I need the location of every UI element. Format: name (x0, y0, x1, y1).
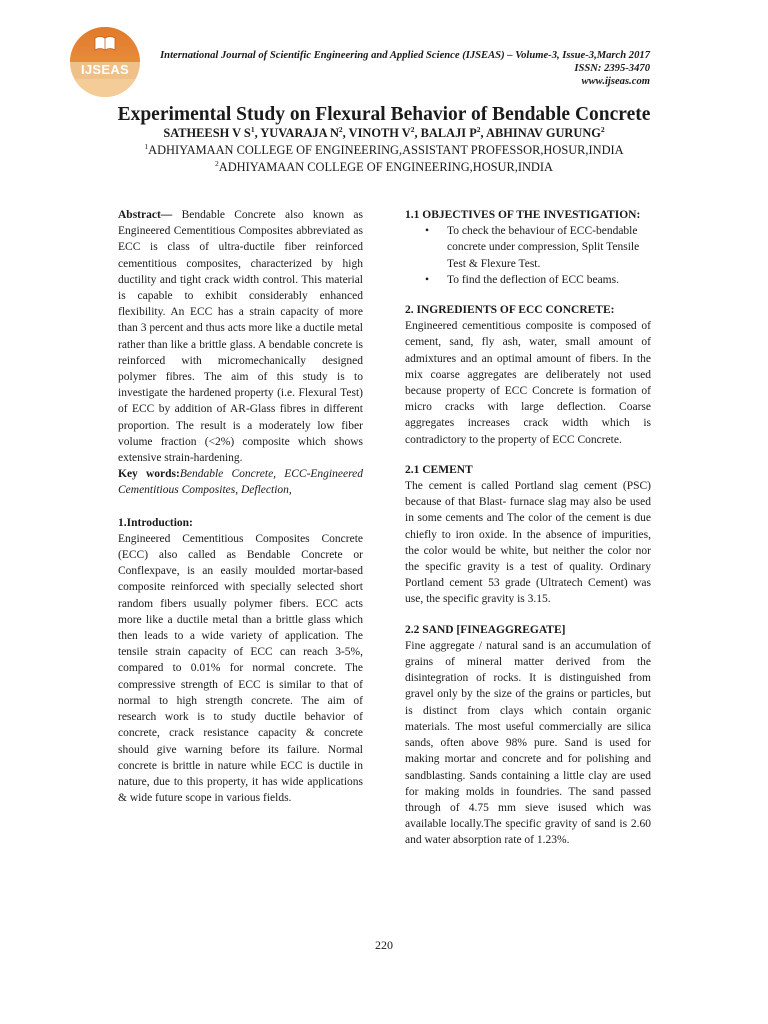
paper-title: Experimental Study on Flexural Behavior of Bendable Concrete (117, 104, 651, 125)
cement-text: The cement is called Portland slag cement (PSC) because of that Blast- furnace slag may also be used in some cements and The color of the cement is due chiefly to iron oxide. In the absence of impurities, the color would be white, but neither the color nor the specific gravity is a test of quality. Ordinary Portland cement 53 grade (Ultratech Cement) was use, the specific gravity is 3.15. (405, 480, 651, 606)
author-list (0, 126, 768, 141)
book-icon (94, 35, 116, 51)
author-name: , ABHINAV GURUNG (480, 126, 601, 140)
intro-heading: 1.Introduction: (118, 516, 193, 529)
page-number: 220 (375, 938, 393, 952)
abstract-text: Bendable Concrete also known as Engineered Cementitious Composites abbreviated as ECC is class of ultra-ductile fiber reinforced cementitious composites, characterized by high ductility and tight crack width control. This material is capable to exhibit considerably enhanced flexibility. An ECC has a strain capacity of more than 3 percent and thus acts more like a ductile metal rather than like a brittle glass. A bendable concrete is reinforced with micromechanically designed polymer fibres. The aim of this study is to investigate the hardened property (i.e. Flexural Test) of ECC by addition of AR-Glass fibres in different proportion. The result is a moderately low fiber volume fraction (<2%) composite which shows extensive strain-hardening. (118, 209, 363, 465)
list-item: • To find the deflection of ECC beams. (447, 272, 651, 288)
left-column (118, 207, 363, 806)
abstract (118, 207, 363, 466)
author-name: , VINOTH V (342, 126, 411, 140)
logo-bottom-band (70, 79, 140, 97)
website-link[interactable]: www.ijseas.com (581, 76, 650, 87)
author-name: SATHEESH V S (163, 126, 251, 140)
author-affil-mark: 1 (250, 124, 255, 134)
cement-heading: 2.1 CEMENT (405, 463, 473, 476)
list-item: • To check the behaviour of ECC-bendable concrete under compression, Split Tensile Test & Flexure Test. (447, 223, 651, 272)
author-affil-mark: 2 (600, 124, 605, 134)
keywords-label: Key words: (118, 468, 180, 481)
keywords (118, 466, 363, 498)
abstract-label: Abstract— (118, 209, 173, 221)
right-column (405, 207, 651, 849)
journal-logo (70, 27, 140, 97)
affiliation-1 (0, 143, 768, 158)
logo-text: IJSEAS (80, 62, 130, 77)
objectives-heading: 1.1 OBJECTIVES OF THE INVESTIGATION: (405, 209, 641, 221)
intro-text: Engineered Cementitious Composites Concrete (ECC) also called as Bendable Concrete or Conflexpave, is an easily moulded mortar-based composite reinforced with specially selected short random fibers usually polymer fibers. ECC acts more like a ductile metal than a brittle glass which then leads to a wide variety of application. The tensile strain capacity of ECC can reach 3-5%, compared to 0.01% for normal concrete. The compressive strength of ECC is similar to that of normal to high strength concrete. The aim of research work is to study ductile behavior of concrete, crack resistance capacity & concrete should give warning before its failure. Normal concrete is brittle in nature while ECC is ductile in nature, due to this property, it has wide applications & wide future scope in various fields. (118, 532, 363, 805)
affiliation-2 (0, 160, 768, 175)
author-affil-mark: 2 (338, 124, 343, 134)
ingredients-heading: 2. INGREDIENTS OF ECC CONCRETE: (405, 304, 615, 317)
affiliation-text: ADHIYAMAAN COLLEGE OF ENGINEERING,ASSISTANT PROFESSOR,HOSUR,INDIA (148, 143, 624, 157)
author-name: , BALAJI P (414, 126, 477, 140)
affil-mark: 1 (144, 141, 149, 151)
author-name: , YUVARAJA N (254, 126, 339, 140)
affiliation-text: ADHIYAMAAN COLLEGE OF ENGINEERING,HOSUR,INDIA (218, 160, 553, 174)
sand-text: Fine aggregate / natural sand is an accumulation of grains of mineral matter derived from the disintegration of rocks. It is distinguished from gravel only by the size of the grains or particles, but is distinct from clays which contain organic materials. The most useful commercially are silica sands, often above 98% pure. Sand is used for making mortar and concrete and for polishing and sandblasting. Sands containing a little clay are used for making molds in foundries. The sand passed through of 4.75 mm sieve isused which was available locally.The specific gravity of sand is 2.60 and water absorption rate of 1.23%. (405, 639, 651, 847)
sand-heading: 2.2 SAND [FINEAGGREGATE] (405, 623, 566, 636)
affil-mark: 2 (215, 158, 219, 168)
journal-info (160, 49, 650, 88)
author-affil-mark: 2 (476, 124, 481, 134)
author-affil-mark: 2 (410, 124, 415, 134)
ingredients-text: Engineered cementitious composite is composed of cement, sand, fly ash, water, small amount of admixtures and an optimal amount of fibers. In the mix coarse aggregates are deliberately not used because property of ECC Concrete is formation of micro cracks with large deflection. Coarse aggregates increases crack width which is contradictory to the property of ECC Concrete. (405, 320, 651, 446)
journal-line: International Journal of Scientific Engineering and Applied Science (IJSEAS) – Volume-3, Issue-3,March 2017 (160, 50, 650, 61)
issn: ISSN: 2395-3470 (574, 63, 650, 74)
keywords-text: Bendable Concrete, ECC-Engineered Cementitious Composites, Deflection, (118, 468, 363, 497)
objectives-list (405, 223, 651, 288)
